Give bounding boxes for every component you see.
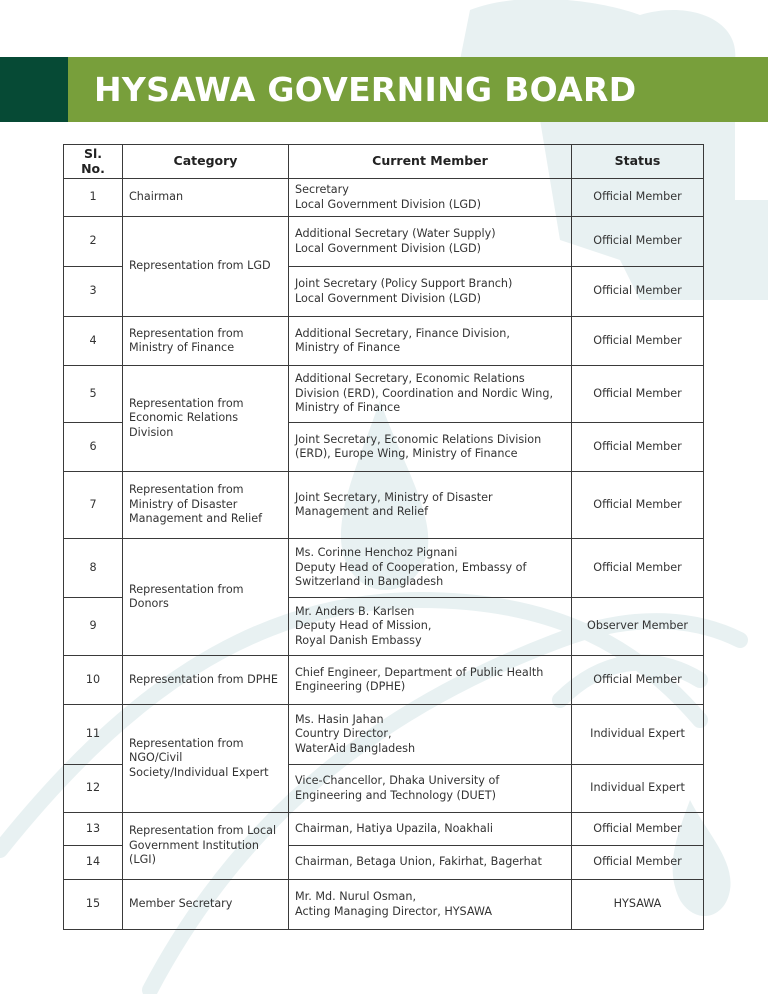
member-cell: Additional Secretary (Water Supply) Local Government Division (LGD) <box>289 217 572 267</box>
status-cell: Official Member <box>572 179 704 217</box>
member-cell: Joint Secretary, Ministry of Disaster Management and Relief <box>289 472 572 539</box>
governing-board-table <box>63 144 704 930</box>
banner-accent-block <box>0 57 68 122</box>
status-cell: Individual Expert <box>572 705 704 765</box>
category-cell: Representation from Local Government Institution (LGI) <box>123 813 289 880</box>
row-number: 7 <box>64 472 123 539</box>
page-title: HYSAWA GOVERNING BOARD <box>94 70 637 109</box>
member-cell: Mr. Md. Nurul Osman, Acting Managing Director, HYSAWA <box>289 880 572 930</box>
table-row <box>64 179 704 217</box>
row-number: 8 <box>64 539 123 598</box>
row-number: 9 <box>64 598 123 656</box>
table-row <box>64 366 704 423</box>
status-cell: Official Member <box>572 267 704 317</box>
table-row <box>64 813 704 846</box>
row-number: 10 <box>64 656 123 705</box>
category-cell: Representation from LGD <box>123 217 289 317</box>
row-number: 15 <box>64 880 123 930</box>
row-number: 4 <box>64 317 123 366</box>
table-row <box>64 705 704 765</box>
status-cell: Official Member <box>572 472 704 539</box>
row-number: 14 <box>64 846 123 880</box>
category-cell: Chairman <box>123 179 289 217</box>
member-cell: Additional Secretary, Finance Division, Ministry of Finance <box>289 317 572 366</box>
row-number: 1 <box>64 179 123 217</box>
status-cell: Official Member <box>572 366 704 423</box>
member-cell: Mr. Anders B. Karlsen Deputy Head of Mission, Royal Danish Embassy <box>289 598 572 656</box>
member-cell: Ms. Hasin Jahan Country Director, WaterAid Bangladesh <box>289 705 572 765</box>
row-number: 5 <box>64 366 123 423</box>
member-cell: Joint Secretary (Policy Support Branch) Local Government Division (LGD) <box>289 267 572 317</box>
row-number: 3 <box>64 267 123 317</box>
category-cell: Representation from DPHE <box>123 656 289 705</box>
member-cell: Chairman, Hatiya Upazila, Noakhali <box>289 813 572 846</box>
header-status: Status <box>572 145 704 179</box>
member-cell: Joint Secretary, Economic Relations Division (ERD), Europe Wing, Ministry of Finance <box>289 423 572 472</box>
row-number: 11 <box>64 705 123 765</box>
table-row <box>64 656 704 705</box>
status-cell: Official Member <box>572 813 704 846</box>
title-banner <box>68 57 768 122</box>
table-row <box>64 317 704 366</box>
category-cell: Representation from Donors <box>123 539 289 656</box>
category-cell: Representation from Economic Relations Division <box>123 366 289 472</box>
member-cell: Chairman, Betaga Union, Fakirhat, Bagerhat <box>289 846 572 880</box>
status-cell: Official Member <box>572 217 704 267</box>
table-row <box>64 472 704 539</box>
status-cell: Official Member <box>572 317 704 366</box>
status-cell: Official Member <box>572 846 704 880</box>
row-number: 6 <box>64 423 123 472</box>
status-cell: Official Member <box>572 423 704 472</box>
header-category: Category <box>123 145 289 179</box>
table-row <box>64 217 704 267</box>
status-cell: Official Member <box>572 656 704 705</box>
row-number: 2 <box>64 217 123 267</box>
status-cell: HYSAWA <box>572 880 704 930</box>
member-cell: Secretary Local Government Division (LGD) <box>289 179 572 217</box>
category-cell: Representation from Ministry of Finance <box>123 317 289 366</box>
header-sl-no: Sl. No. <box>64 145 123 179</box>
row-number: 12 <box>64 765 123 813</box>
header-current-member: Current Member <box>289 145 572 179</box>
member-cell: Additional Secretary, Economic Relations Division (ERD), Coordination and Nordic Wing, Ministry of Finance <box>289 366 572 423</box>
category-cell: Member Secretary <box>123 880 289 930</box>
status-cell: Individual Expert <box>572 765 704 813</box>
category-cell: Representation from NGO/Civil Society/Individual Expert <box>123 705 289 813</box>
status-cell: Observer Member <box>572 598 704 656</box>
member-cell: Ms. Corinne Henchoz Pignani Deputy Head of Cooperation, Embassy of Switzerland in Bangladesh <box>289 539 572 598</box>
member-cell: Chief Engineer, Department of Public Health Engineering (DPHE) <box>289 656 572 705</box>
category-cell: Representation from Ministry of Disaster Management and Relief <box>123 472 289 539</box>
row-number: 13 <box>64 813 123 846</box>
member-cell: Vice-Chancellor, Dhaka University of Engineering and Technology (DUET) <box>289 765 572 813</box>
table-row <box>64 880 704 930</box>
status-cell: Official Member <box>572 539 704 598</box>
table-header-row <box>64 145 704 179</box>
table-row <box>64 539 704 598</box>
